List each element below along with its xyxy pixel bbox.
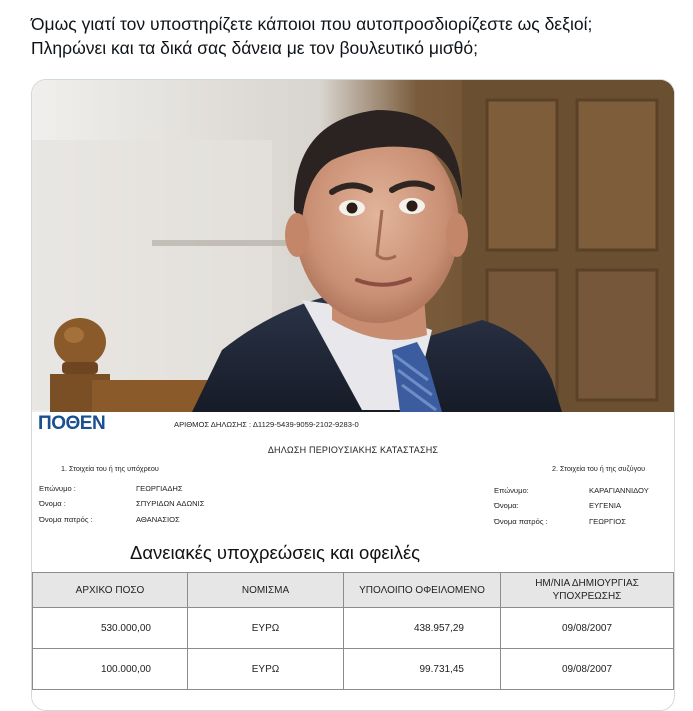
photo-illustration	[32, 80, 674, 412]
table-header-creation-date-line-2: ΥΠΟΧΡΕΩΣΗΣ	[552, 591, 622, 602]
spouse-surname: ΚΑΡΑΓΙΑΝΝΙΔΟΥ	[589, 486, 649, 495]
table-header-creation-date	[500, 572, 674, 608]
table-cell-creation-date: 09/08/2007	[500, 648, 674, 690]
loans-table	[32, 572, 674, 710]
table-cell-remaining-balance: 99.731,45	[343, 648, 501, 690]
table-cell-initial-amount: 100.000,00	[32, 648, 188, 690]
obligor-name-label: Όνομα :	[39, 499, 66, 508]
table-header-initial-amount: ΑΡΧΙΚΟ ΠΟΣΟ	[32, 572, 188, 608]
obligor-father: ΑΘΑΝΑΣΙΟΣ	[136, 515, 180, 524]
spouse-father: ΓΕΩΡΓΙΟΣ	[589, 517, 626, 526]
table-cell-currency: ΕΥΡΩ	[187, 607, 344, 649]
tweet-text	[31, 12, 681, 60]
obligor-section-title: 1. Στοιχεία του ή της υπόχρεου	[61, 464, 159, 473]
spouse-father-label: Όνομα πατρός :	[494, 517, 548, 526]
spouse-section-title: 2. Στοιχεία του ή της συζύγου	[552, 464, 646, 473]
asset-declaration-document	[32, 412, 674, 710]
tweet-media-card[interactable]	[31, 79, 675, 711]
table-header-creation-date-line-1: ΗΜ/ΝΙΑ ΔΗΜΙΟΥΡΓΙΑΣ	[535, 578, 639, 589]
spouse-name: ΕΥΓΕΝΙΑ	[589, 501, 622, 510]
tweet-text-line-2: Πληρώνει και τα δικά σας δάνεια με τον βουλευτικό μισθό;	[31, 38, 479, 58]
table-cell-remaining-balance: 438.957,29	[343, 607, 501, 649]
table-header-currency: ΝΟΜΙΣΜΑ	[187, 572, 344, 608]
obligor-surname: ΓΕΩΡΓΙΑΔΗΣ	[136, 484, 183, 493]
declaration-title: ΔΗΛΩΣΗ ΠΕΡΙΟΥΣΙΑΚΗΣ ΚΑΤΑΣΤΑΣΗΣ	[267, 445, 439, 455]
politician-photo[interactable]	[32, 80, 674, 412]
obligor-name: ΣΠΥΡΙΔΩΝ ΑΔΩΝΙΣ	[136, 499, 205, 508]
declaration-number: ΑΡΙΘΜΟΣ ΔΗΛΩΣΗΣ : Δ1129-5439-9059-2102-9283-0	[174, 420, 359, 429]
table-header-remaining-balance: ΥΠΟΛΟΙΠΟ ΟΦΕΙΛΟΜΕΝΟ	[343, 572, 501, 608]
obligor-father-label: Όνομα πατρός :	[39, 515, 93, 524]
tweet-text-line-1: Όμως γιατί τον υποστηρίζετε κάποιοι που αυτοπροσδιορίζεστε ως δεξιοί;	[31, 14, 593, 34]
pothen-logo: ΠΟΘΕΝ	[38, 413, 106, 434]
table-cell-creation-date: 09/08/2007	[500, 607, 674, 649]
obligor-surname-label: Επώνυμο :	[39, 484, 76, 493]
spouse-name-label: Όνομα:	[494, 501, 519, 510]
table-cell-currency: ΕΥΡΩ	[187, 648, 344, 690]
loans-heading: Δανειακές υποχρεώσεις και οφειλές	[130, 542, 421, 563]
table-cell-initial-amount: 530.000,00	[32, 607, 188, 649]
spouse-surname-label: Επώνυμο:	[494, 486, 529, 495]
